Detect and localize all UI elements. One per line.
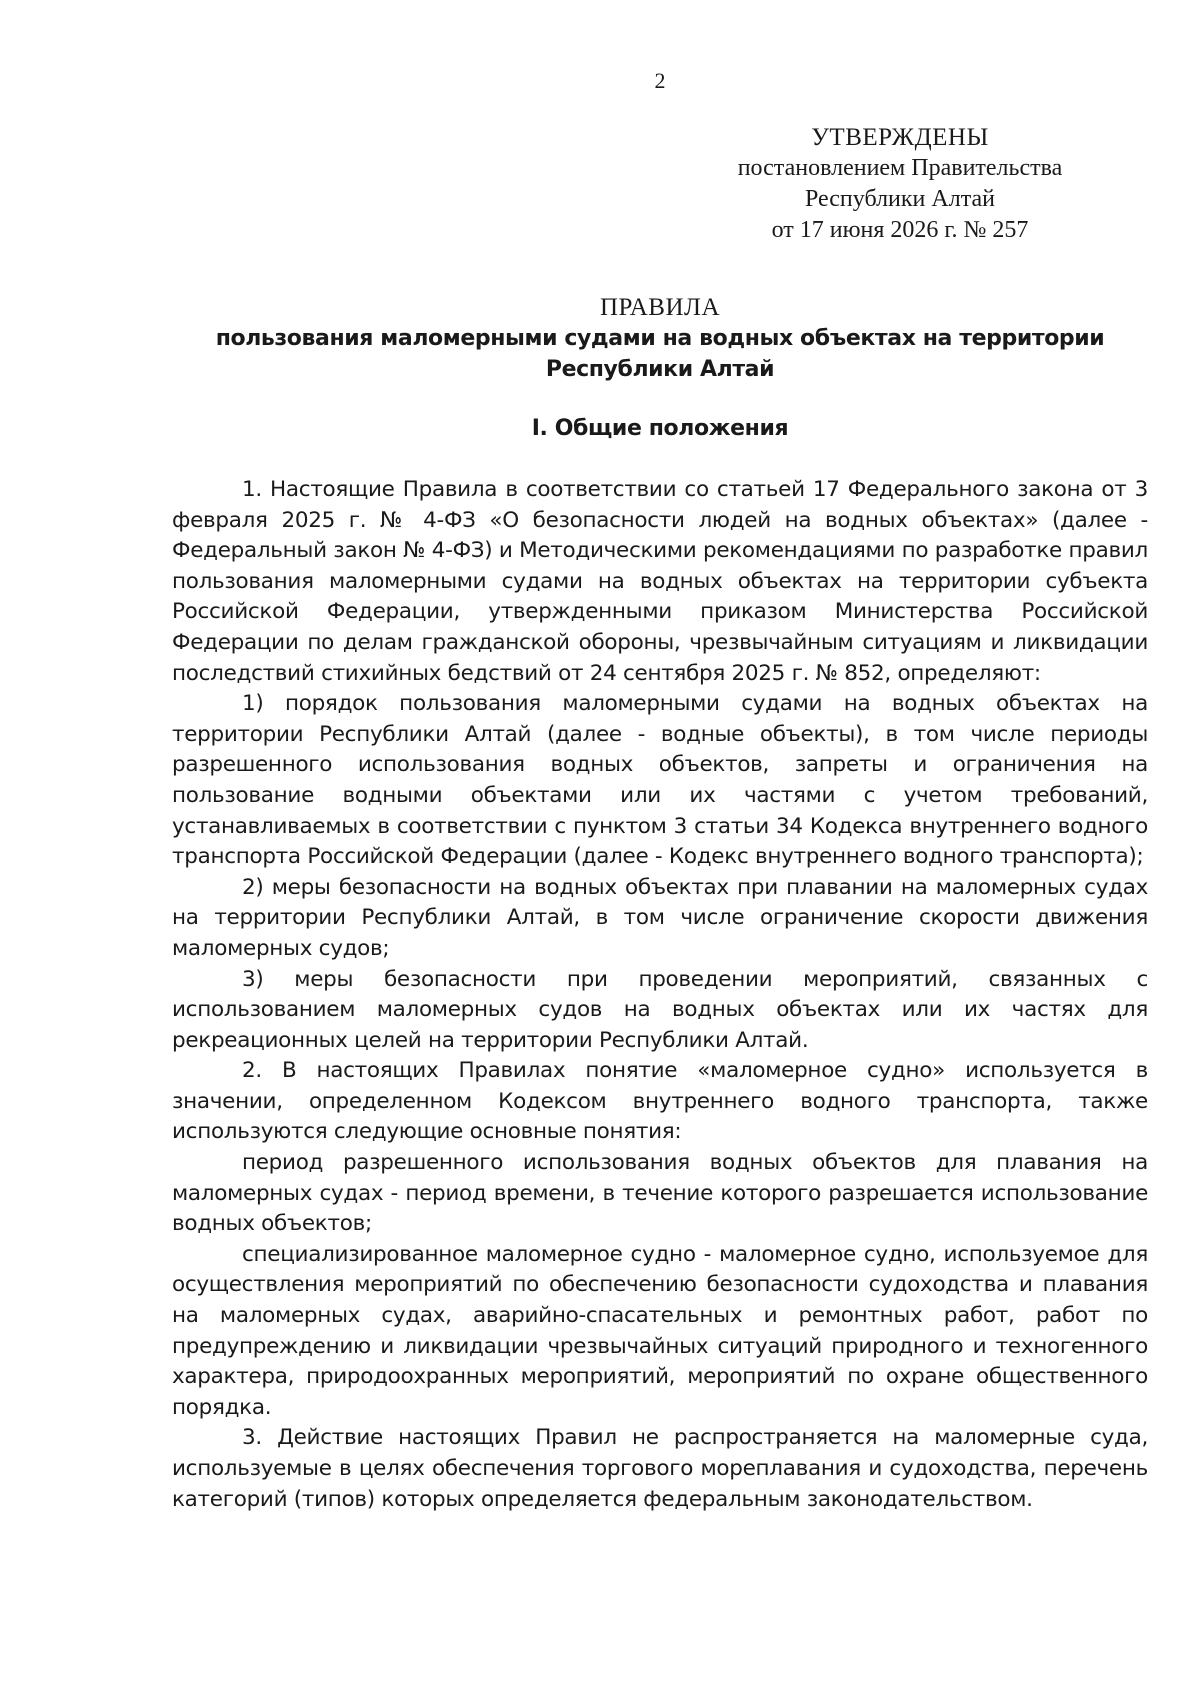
approval-line-2: Республики Алтай <box>805 186 995 212</box>
paragraph: 1) порядок пользования маломерными судами на водных объектах на территории Республики Алтай (далее - водные объекты), в том числе периоды разрешенного использования водных объектов, запреты и ограничения на пользование водными объектами или их частями с учетом требований, устанавливаемых в соответствии с пунктом 3 статьи 34 Кодекса внутреннего водного транспорта Российской Федерации (далее - Кодекс внутреннего водного транспорта); <box>172 691 1148 870</box>
approval-line-1: постановлением Правительства <box>737 155 1063 181</box>
paragraph: 3) меры безопасности при проведении мероприятий, связанных с использованием маломерных судов на водных объектах или их частях для рекреационных целей на территории Республики Алтай. <box>172 966 1148 1053</box>
title-subtitle: пользования маломерными судами на водных объектах на территории Республики Алтай <box>215 326 1105 382</box>
title-main: ПРАВИЛА <box>599 294 721 321</box>
paragraph: специализированное маломерное судно - маломерное судно, используемое для осуществления мероприятий по обеспечению безопасности судоходства и плавания на маломерных судах, аварийно-спасательных и ремонтных работ, работ по предупреждению и ликвидации чрезвычайных ситуаций природного и техногенного характера, природоохранных мероприятий, мероприятий по охране общественного порядка. <box>172 1241 1148 1420</box>
approval-line-3: от 17 июня 2026 г. № 257 <box>771 217 1029 243</box>
paragraph: период разрешенного использования водных объектов для плавания на маломерных судах - период времени, в течение которого разрешается использование водных объектов; <box>172 1150 1148 1237</box>
paragraph: 2) меры безопасности на водных объектах при плавании на маломерных судах на территории Республики Алтай, в том числе ограничение скорости движения маломерных судов; <box>172 874 1148 961</box>
section-heading: I. Общие положения <box>531 416 789 441</box>
paragraph: 3. Действие настоящих Правил не распространяется на маломерные суда, используемые в целях обеспечения торгового мореплавания и судоходства, перечень категорий (типов) которых определяется федеральным законодательством. <box>172 1425 1148 1512</box>
approval-heading: УТВЕРЖДЕНЫ <box>811 124 989 151</box>
approval-block <box>650 122 1150 246</box>
document-body <box>172 475 1148 1515</box>
paragraph: 2. В настоящих Правилах понятие «маломерное судно» используется в значении, определенном Кодексом внутреннего водного транспорта, также используются следующие основные понятия: <box>172 1058 1148 1145</box>
page-number: 2 <box>654 68 666 93</box>
document-title <box>170 292 1150 385</box>
paragraph: 1. Настоящие Правила в соответствии со статьей 17 Федерального закона от 3 февраля 2025 г. № 4-ФЗ «О безопасности людей на водных объектах» (далее - Федеральный закон № 4-ФЗ) и Методическими рекомендациями по разработке правил пользования маломерными судами на водных объектах на территории субъекта Российской Федерации, утвержденными приказом Министерства Российской Федерации по делам гражданской обороны, чрезвычайным ситуациям и ликвидации последствий стихийных бедствий от 24 сентября 2025 г. № 852, определяют: <box>172 477 1148 686</box>
